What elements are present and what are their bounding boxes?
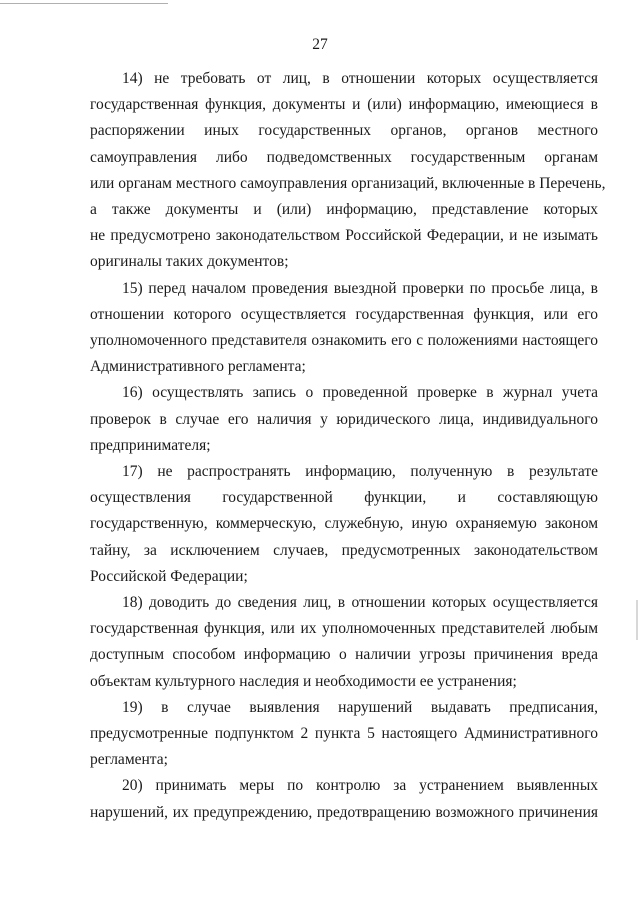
text-line: 16) осуществлять запись о проведенной проверке в журнал учета — [122, 384, 598, 402]
text-line: или органам местного самоуправления организаций, включенные в Перечень, — [90, 174, 606, 192]
scan-margin-mark — [636, 600, 638, 640]
text-line: Российской Федерации; — [90, 567, 248, 585]
scan-edge-line — [0, 3, 168, 4]
text-line: доступным способом информацию о наличии угрозы причинения вреда — [90, 646, 598, 664]
page-number: 27 — [312, 36, 328, 53]
text-line: государственную, коммерческую, служебную, иную охраняемую законом — [90, 515, 598, 533]
text-line: осуществления государственной функции, и составляющую — [90, 489, 598, 507]
text-line: 18) доводить до сведения лиц, в отношении которых осуществляется — [122, 594, 598, 612]
text-line: уполномоченного представителя ознакомить его с положениями настоящего — [90, 332, 598, 350]
text-line: отношении которого осуществляется государственная функция, или его — [90, 305, 598, 323]
text-line: 14) не требовать от лиц, в отношении которых осуществляется — [122, 70, 598, 87]
paragraph-item-15 — [90, 276, 598, 381]
text-line: 17) не распространять информацию, полученную в результате — [122, 463, 598, 481]
text-line: распоряжении иных государственных органов, органов местного — [90, 122, 598, 140]
text-line: 15) перед началом проведения выездной проверки по просьбе лица, в — [122, 279, 598, 297]
text-line: не предусмотрено законодательством Российской Федерации, и не изымать — [90, 227, 598, 245]
text-line: государственная функция, или их уполномоченных представителей любым — [90, 620, 598, 638]
text-line: а также документы и (или) информацию, представление которых — [90, 201, 598, 219]
text-line: объектам культурного наследия и необходимости ее устранения; — [90, 672, 517, 690]
paragraph-item-14 — [90, 66, 606, 276]
text-line: оригиналы таких документов; — [90, 253, 289, 271]
text-line: нарушений, их предупреждению, предотвращению возможного причинения — [90, 803, 598, 821]
paragraph-item-20 — [90, 773, 598, 825]
text-line: предусмотренные подпунктом 2 пункта 5 настоящего Административного — [90, 725, 598, 743]
text-line: 20) принимать меры по контролю за устранением выявленных — [122, 777, 598, 795]
paragraph-item-19 — [90, 695, 598, 774]
text-line: проверок в случае его наличия у юридического лица, индивидуального — [90, 410, 598, 428]
text-line: самоуправления либо подведомственных государственным органам — [90, 148, 598, 166]
text-line: 19) в случае выявления нарушений выдавать предписания, — [122, 698, 598, 716]
text-line: государственная функция, документы и (или) информацию, имеющиеся в — [90, 96, 598, 114]
text-line: предпринимателя; — [90, 436, 211, 454]
paragraph-item-17 — [90, 459, 598, 590]
text-line: регламента; — [90, 751, 168, 769]
text-line: Административного регламента; — [90, 358, 306, 376]
paragraph-item-16 — [90, 380, 598, 459]
paragraph-item-18 — [90, 590, 598, 695]
document-body — [90, 66, 606, 826]
text-line: тайну, за исключением случаев, предусмотренных законодательством — [90, 541, 598, 559]
